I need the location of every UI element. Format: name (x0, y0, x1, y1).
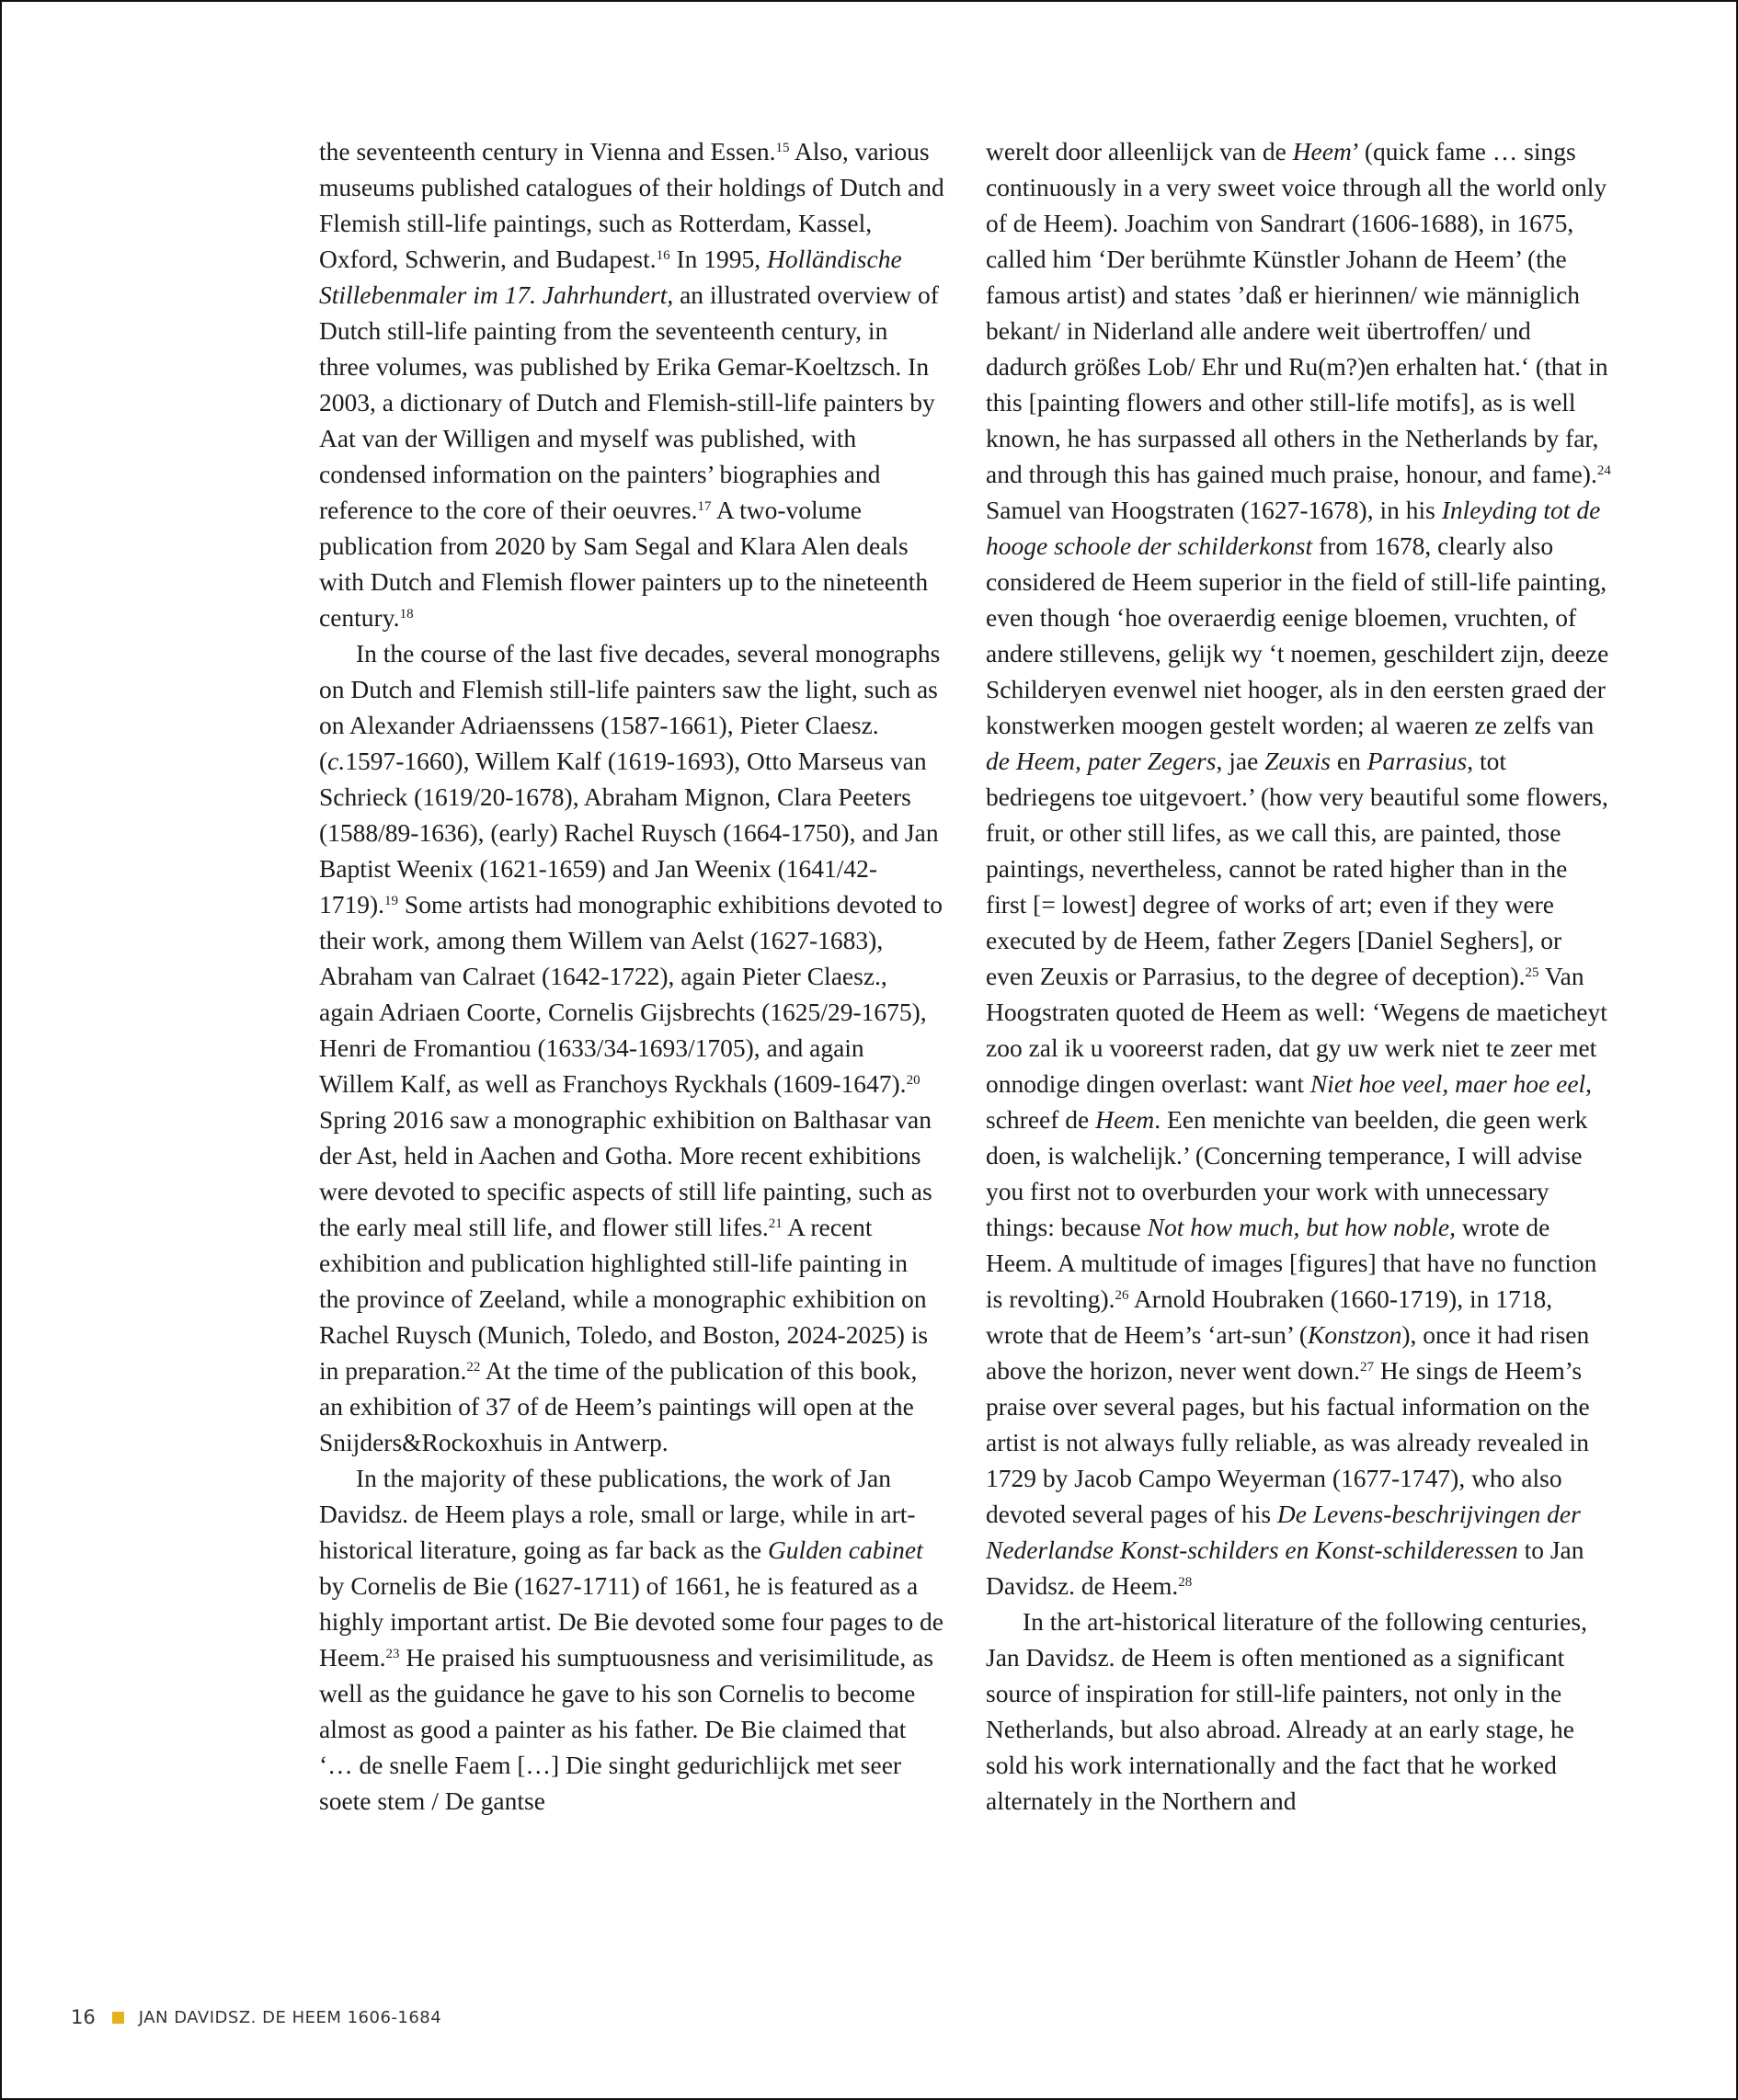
text-run: 1597-1660), Willem Kalf (1619-1693), Otto Marseus van Schrieck (1619/20-1678), Abraham Mignon, Clara Peeters (1588/89-1636), (early) Rachel Ruysch (1664-1750), and Jan Baptist Weenix (1621-1659) and Jan Weenix (1641/42-1719). (319, 747, 939, 919)
text-run: At the time of the publication of this book, an exhibition of 37 of de Heem’s paintings will open at the Snijders&Rockoxhuis in Antwerp. (319, 1356, 918, 1456)
italic-text: Konstzon (1307, 1320, 1402, 1349)
italic-text: Inleyding tot de hooge schoole der schilderkonst (986, 496, 1601, 560)
footnote-ref: 27 (1360, 1360, 1375, 1375)
footnote-ref: 28 (1178, 1575, 1193, 1590)
italic-text: Heem (1095, 1105, 1155, 1134)
footnote-ref: 25 (1525, 965, 1539, 980)
italic-text: c. (327, 747, 346, 775)
italic-text: Heem (1292, 137, 1352, 165)
right-column (986, 133, 1611, 1819)
footnote-ref: 23 (385, 1647, 400, 1661)
text-run: Also, various museums published catalogues of their holdings of Dutch and Flemish still-life paintings, such as Rotterdam, Kassel, Oxford, Schwerin, and Budapest. (319, 137, 944, 273)
text-run: In the art-historical literature of the following centuries, Jan Davidsz. de Heem is often mentioned as a significant source of inspiration for still-life painters, not only in the Netherlands, but also abroad. Already at an early stage, he sold his work internationally and the fact that he worked alternately in the Northern and (986, 1607, 1587, 1815)
running-head: JAN DAVIDSZ. DE HEEM 1606-1684 (138, 2007, 442, 2027)
text-run: werelt door alleenlijck van de (986, 137, 1293, 165)
italic-text: Gulden cabinet (767, 1535, 923, 1564)
footnote-ref: 19 (384, 894, 399, 908)
italic-text: Niet hoe veel, maer hoe eel (1309, 1069, 1586, 1098)
paragraph (319, 635, 944, 1460)
text-run: Samuel van Hoogstraten (1627-1678), in his (986, 496, 1442, 524)
italic-text: de Heem, pater Zegers (986, 747, 1217, 775)
paragraph (319, 133, 944, 635)
text-run: He sings de Heem’s praise over several pages, but his factual information on the artist is not always fully reliable, as was already revealed in 1729 by Jacob Campo Weyerman (1677-1747), who also devoted several pages of his (986, 1356, 1590, 1528)
text-run: , jae (1216, 747, 1265, 775)
italic-text: Parrasius (1366, 747, 1468, 775)
text-run: from 1678, clearly also considered de Heem superior in the field of still-life painting, even though ‘hoe overaerdig eenige bloemen, vruchten, of andere stillevens, gelijk wy ‘t noemen, geschildert zijn, deeze Schilderyen evenwel niet hooger, als in den eersten graed der konstwerken moogen gestelt worden; al waeren ze zelfs van (986, 531, 1609, 739)
text-run: , schreef de (986, 1069, 1593, 1134)
italic-text: Zeuxis (1264, 747, 1331, 775)
footnote-ref: 18 (399, 607, 414, 622)
footnote-ref: 15 (775, 141, 790, 155)
text-run: . Een menichte van beelden, die geen werk doen, is walchelijk.’ (Concerning temperance, I will advise you first not to overburden your work with unnecessary things: because (986, 1105, 1588, 1241)
text-run: , tot bedriegens toe uitgevoert.’ (how very beautiful some flowers, fruit, or other still lifes, as we call this, are painted, those paintings, nevertheless, cannot be rated higher than in the first [= lowest] degree of works of art; even if they were executed by de Heem, father Zegers [Daniel Seghers], or even Zeuxis or Parrasius, to the degree of deception). (986, 747, 1608, 990)
paragraph (319, 1460, 944, 1819)
text-run: the seventeenth century in Vienna and Essen. (319, 137, 776, 165)
paragraph (986, 133, 1611, 1604)
page-footer (71, 2006, 441, 2028)
text-run: He praised his sumptuousness and verisimilitude, as well as the guidance he gave to his son Cornelis to become almost as good a painter as his father. De Bie claimed that ‘… de snelle Faem […] Die singht gedurichlijck met seer soete stem / De gantse (319, 1643, 934, 1815)
footnote-ref: 24 (1596, 463, 1611, 478)
italic-text: Not how much, but how noble, (1147, 1213, 1457, 1241)
text-run: Arnold Houbraken (1660-1719), in 1718, wrote that de Heem’s ‘art-sun’ ( (986, 1284, 1553, 1349)
text-run: In the majority of these publications, the work of Jan Davidsz. de Heem plays a role, small or large, while in art-historical literature, going as far back as the (319, 1464, 916, 1564)
text-run: A recent exhibition and publication highlighted still-life painting in the province of Zeeland, while a monographic exhibition on Rachel Ruysch (Munich, Toledo, and Boston, 2024-2025) is in preparation. (319, 1213, 929, 1385)
text-run: ’ (quick fame … sings continuously in a very sweet voice through all the world only of de Heem). Joachim von Sandrart (1606-1688), in 1675, called him ‘Der berühmte Künstler Johann de Heem’ (the famous artist) and states ’daß er hierinnen/ wie männiglich bekant/ in Niderland alle andere weit übertroffen/ und dadurch größes Lob/ Ehr und Ru(m?)en erhalten hat.‘ (that in this [painting flowers and other still-life motifs], as is well known, he has surpassed all others in the Netherlands by far, and through this has gained much praise, honour, and fame). (986, 137, 1608, 488)
footnote-ref: 26 (1115, 1288, 1129, 1303)
text-run: In the course of the last five decades, several monographs on Dutch and Flemish still-life painters saw the light, such as on Alexander Adriaenssens (1587-1661), Pieter Claesz. ( (319, 639, 941, 775)
text-run: Van Hoogstraten quoted de Heem as well: ‘Wegens de maeticheyt zoo zal ik u vooreerst raden, dat gy uw werk niet te zeer met onnodige dingen overlast: want (986, 962, 1607, 1098)
footnote-ref: 16 (656, 248, 670, 263)
footnote-ref: 20 (906, 1073, 920, 1088)
italic-text: De Levens-beschrijvingen der Nederlandse Konst-schilders en Konst-schilderessen (986, 1500, 1581, 1564)
left-column (319, 133, 944, 1819)
page-number: 16 (71, 2006, 96, 2028)
footnote-ref: 22 (466, 1360, 481, 1375)
text-run: In 1995, (669, 245, 768, 273)
text-run: Spring 2016 saw a monographic exhibition on Balthasar van der Ast, held in Aachen and Gotha. More recent exhibitions were devoted to specific aspects of still life painting, such as the early meal still life, and flower still lifes. (319, 1105, 932, 1241)
text-run: , an illustrated overview of Dutch still-life painting from the seventeenth century, in three volumes, was published by Erika Gemar-Koeltzsch. In 2003, a dictionary of Dutch and Flemish-still-life painters by Aat van der Willigen and myself was published, with condensed information on the painters’ biographies and reference to the core of their oeuvres. (319, 280, 939, 524)
footnote-ref: 21 (768, 1216, 783, 1231)
text-run: wrote de Heem. A multitude of images [figures] that have no function is revolting). (986, 1213, 1597, 1313)
text-run: ), once it had risen above the horizon, never went down. (986, 1320, 1590, 1385)
italic-text: Holländische Stillebenmaler im 17. Jahrhundert (319, 245, 902, 309)
text-run: to Jan Davidsz. de Heem. (986, 1535, 1584, 1600)
paragraph (986, 1604, 1611, 1819)
text-run: en (1331, 747, 1367, 775)
text-run: A two-volume publication from 2020 by Sam Segal and Klara Alen deals with Dutch and Flemish flower painters up to the nineteenth century. (319, 496, 929, 632)
text-run: by Cornelis de Bie (1627-1711) of 1661, he is featured as a highly important artist. De Bie devoted some four pages to de Heem. (319, 1571, 943, 1672)
footnote-ref: 17 (697, 499, 712, 514)
text-run: Some artists had monographic exhibitions devoted to their work, among them Willem van Aelst (1627-1683), Abraham van Calraet (1642-1722), again Pieter Claesz., again Adriaen Coorte, Cornelis Gijsbrechts (1625/29-1675), Henri de Fromantiou (1633/34-1693/1705), and again Willem Kalf, as well as Franchoys Ryckhals (1609-1647). (319, 890, 943, 1098)
footer-marker-square (112, 2012, 124, 2024)
